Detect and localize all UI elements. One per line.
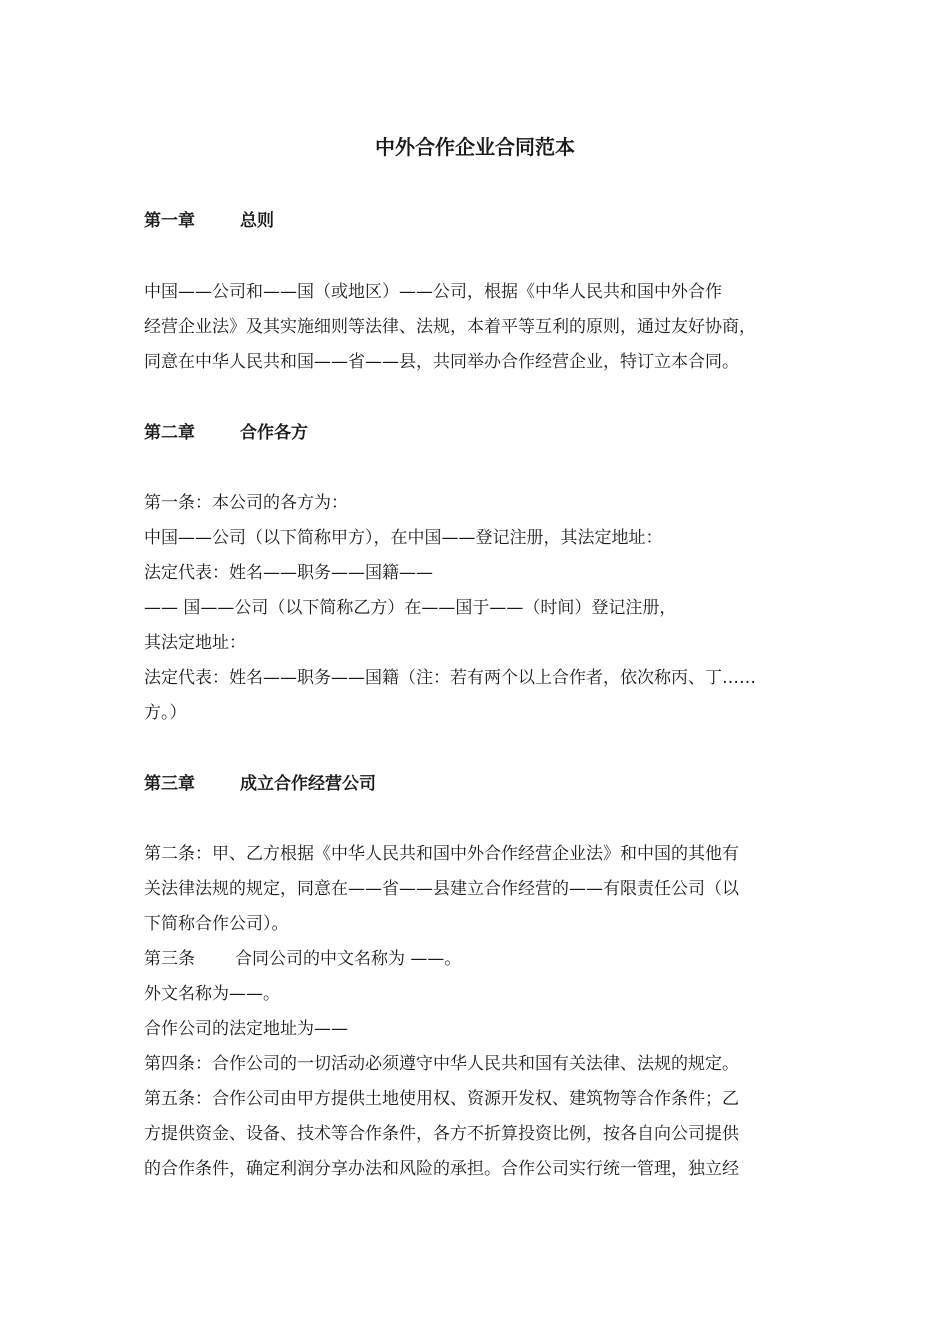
chapter-3-line: 合作公司的法定地址为—— bbox=[144, 1019, 348, 1039]
chapter-2-line: —— 国——公司（以下简称乙方）在——国于——（时间）登记注册， bbox=[144, 598, 677, 618]
chapter-1-line: 同意在中华人民共和国——省——县，共同举办合作经营企业，特订立本合同。 bbox=[144, 352, 739, 372]
article-3-text: 合同公司的中文名称为 ——。 bbox=[235, 949, 462, 969]
chapter-1-heading bbox=[144, 208, 274, 234]
article-3-line bbox=[144, 946, 824, 972]
chapter-2-line: 中国——公司（以下简称甲方），在中国——登记注册，其法定地址： bbox=[144, 528, 663, 548]
chapter-3-label: 第三章 bbox=[144, 774, 195, 794]
chapter-3-line: 第四条：合作公司的一切活动必须遵守中华人民共和国有关法律、法规的规定。 bbox=[144, 1054, 739, 1074]
chapter-2-heading bbox=[144, 420, 308, 446]
chapter-2-line: 方。） bbox=[144, 703, 187, 723]
document-title: 中外合作企业合同范本 bbox=[375, 135, 575, 159]
chapter-1-name: 总则 bbox=[240, 211, 274, 231]
chapter-2-line: 第一条：本公司的各方为： bbox=[144, 493, 348, 513]
chapter-3-line: 第五条：合作公司由甲方提供土地使用权、资源开发权、建筑物等合作条件；乙 bbox=[144, 1089, 739, 1109]
chapter-3-line: 下简称合作公司）。 bbox=[144, 914, 289, 934]
chapter-3-heading bbox=[144, 771, 376, 797]
chapter-2-label: 第二章 bbox=[144, 423, 195, 443]
chapter-3-name: 成立合作经营公司 bbox=[240, 774, 376, 794]
article-3-label: 第三条 bbox=[144, 949, 195, 969]
chapter-3-line: 的合作条件，确定利润分享办法和风险的承担。合作公司实行统一管理，独立经 bbox=[144, 1159, 739, 1179]
chapter-1-line: 经营企业法》及其实施细则等法律、法规，本着平等互利的原则，通过友好协商， bbox=[144, 317, 756, 337]
chapter-3-line: 第二条：甲、乙方根据《中华人民共和国中外合作经营企业法》和中国的其他有 bbox=[144, 844, 739, 864]
chapter-3-line: 方提供资金、设备、技术等合作条件，各方不折算投资比例，按各自向公司提供 bbox=[144, 1124, 739, 1144]
chapter-3-line: 外文名称为——。 bbox=[144, 984, 280, 1004]
chapter-1-line: 中国——公司和——国（或地区）——公司，根据《中华人民共和国中外合作 bbox=[144, 282, 722, 302]
chapter-1-label: 第一章 bbox=[144, 211, 195, 231]
chapter-2-line: 法定代表：姓名——职务——国籍—— bbox=[144, 563, 433, 583]
chapter-2-line: 法定代表：姓名——职务——国籍（注：若有两个以上合作者，依次称丙、丁…… bbox=[144, 668, 756, 688]
chapter-2-line: 其法定地址： bbox=[144, 633, 246, 653]
chapter-3-line: 关法律法规的规定，同意在——省——县建立合作经营的——有限责任公司（以 bbox=[144, 879, 739, 899]
chapter-2-name: 合作各方 bbox=[240, 423, 308, 443]
